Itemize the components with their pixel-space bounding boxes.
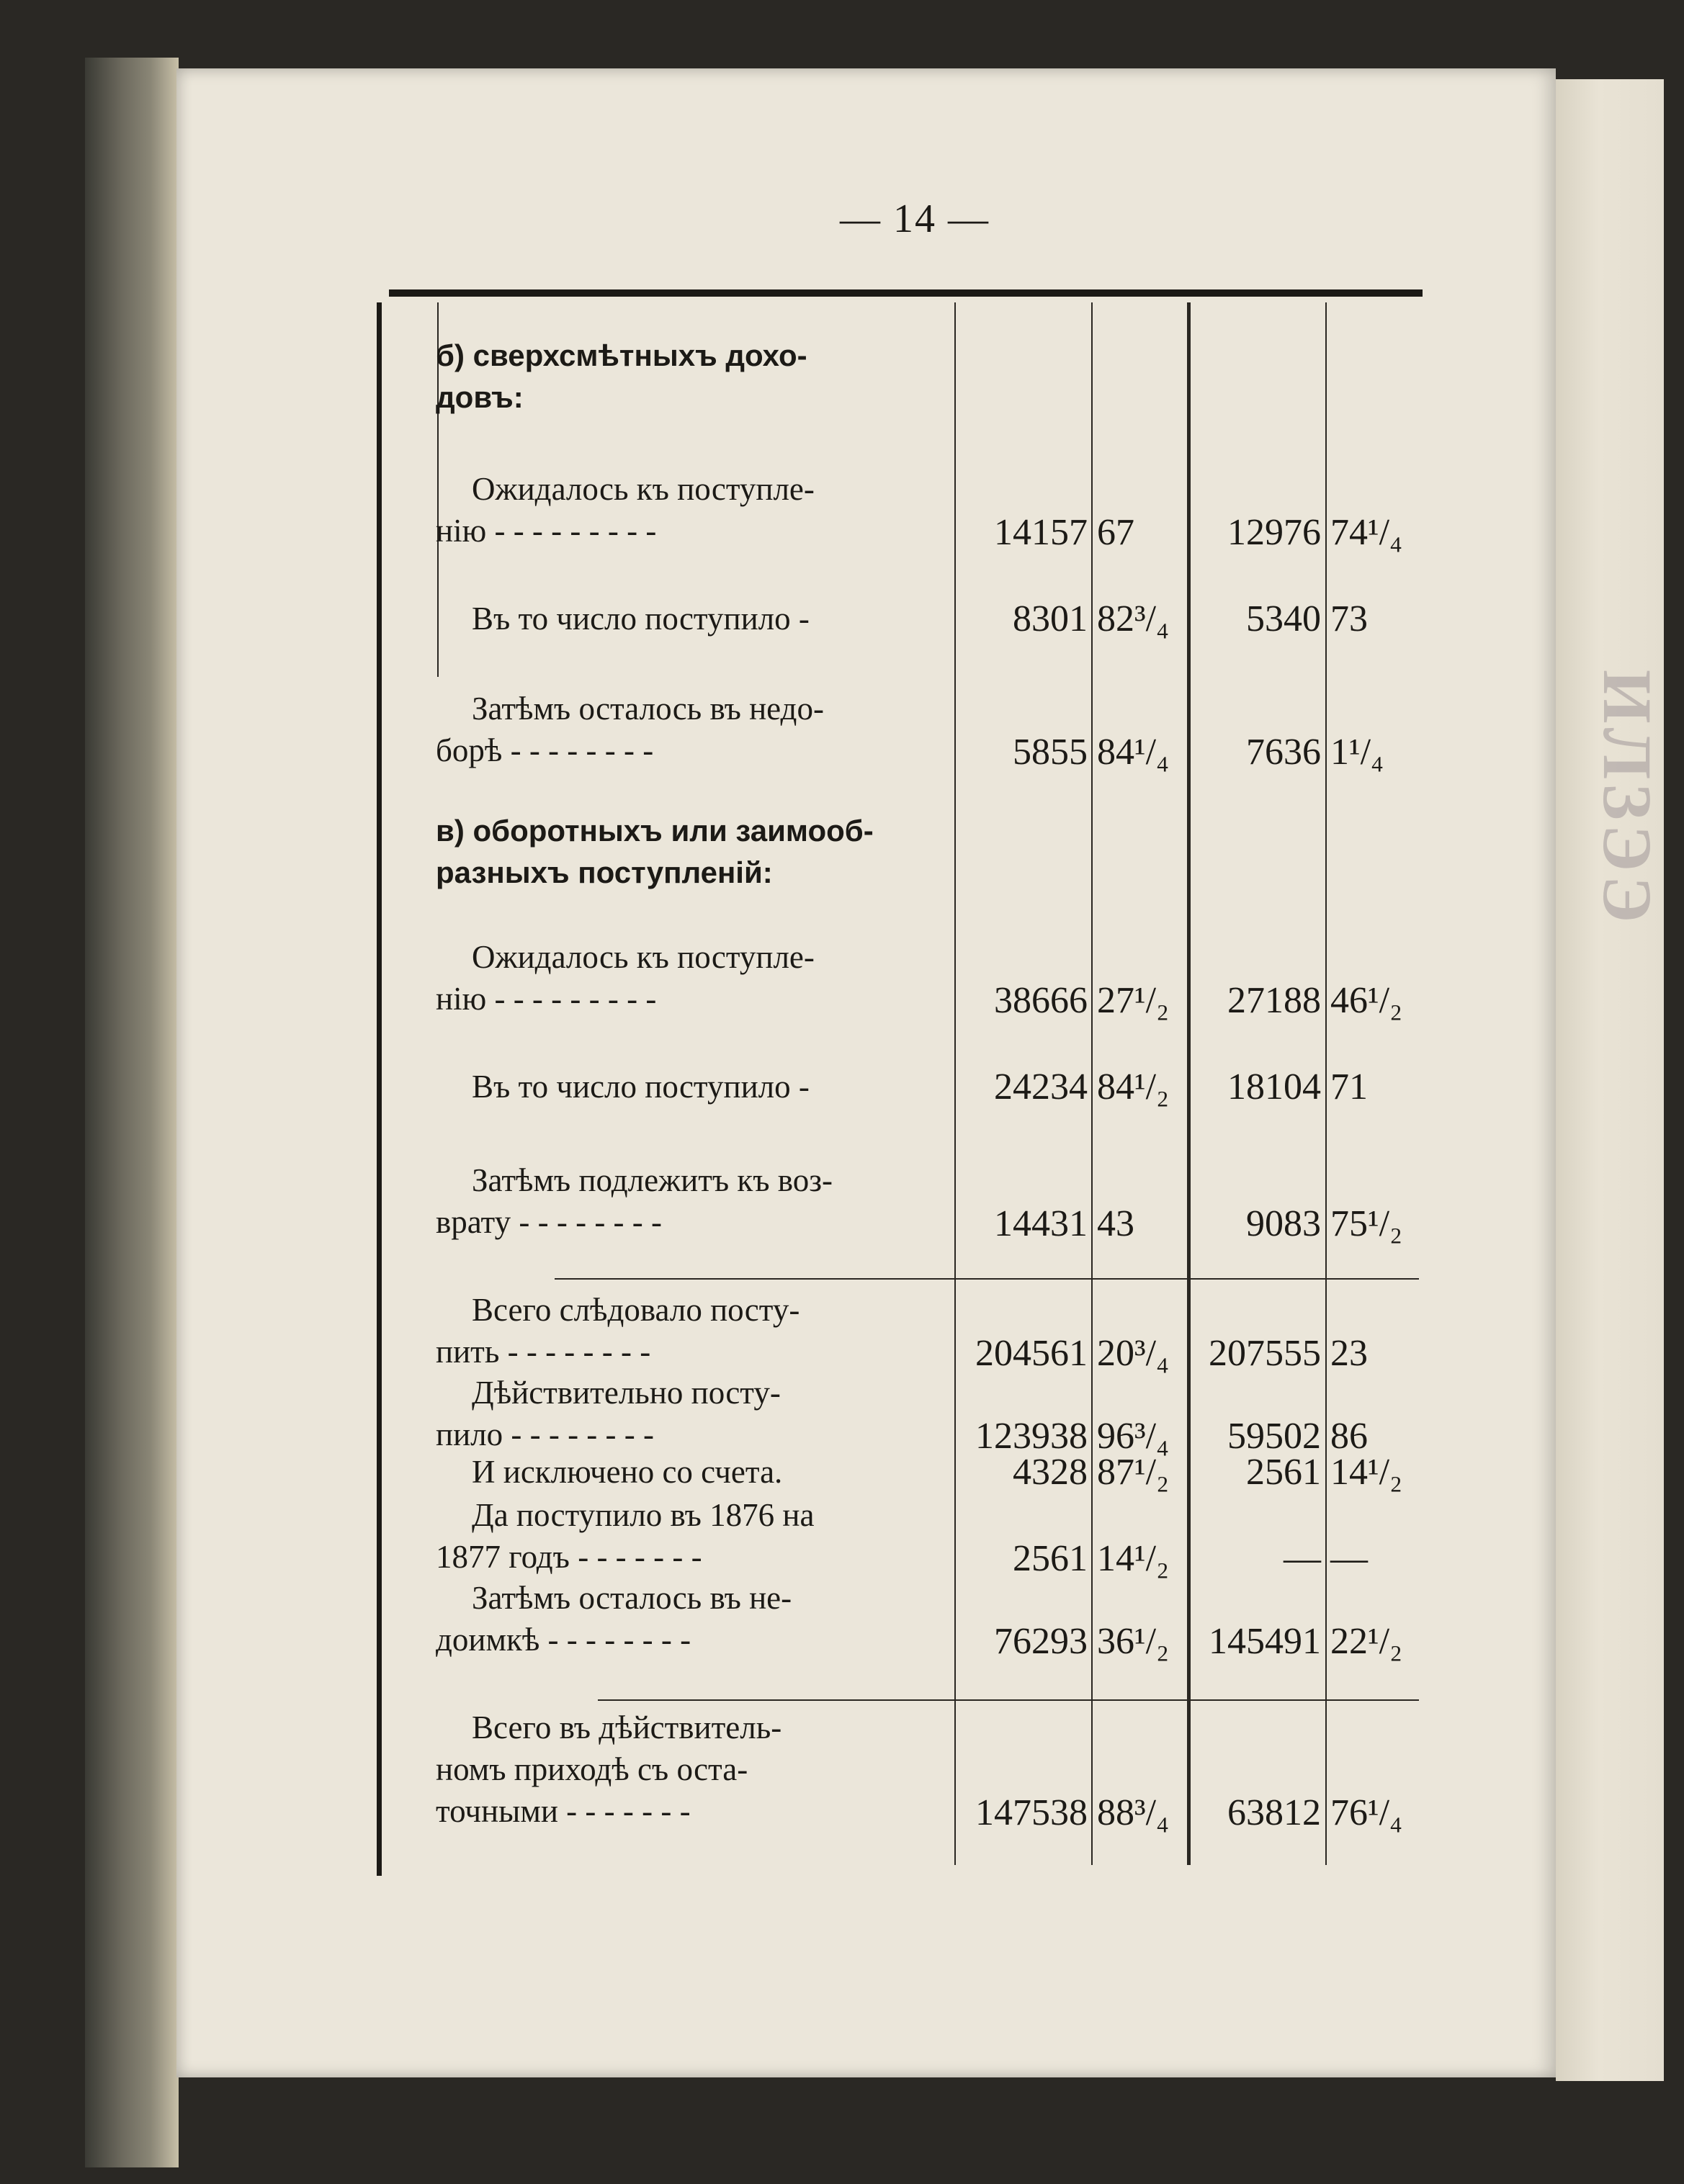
- table-top-rule: [389, 289, 1423, 297]
- row-label: [436, 1451, 958, 1493]
- row-label-line: Затѣмъ осталось въ не-: [472, 1580, 792, 1616]
- value-kopecks-1877: —: [1330, 1538, 1368, 1579]
- row-label-line: доимкѣ - - - - - - - -: [436, 1622, 691, 1658]
- value-kopecks-1876: 20³/₄: [1097, 1333, 1170, 1374]
- row-label-line: Да поступило въ 1876 на: [472, 1497, 815, 1533]
- row-label-line: нію - - - - - - - - -: [436, 513, 657, 549]
- value-rubles-1877: 27188: [1227, 980, 1321, 1021]
- book-spine: [85, 58, 179, 2167]
- column-rule-rub2: [1187, 302, 1191, 1865]
- row-label: [436, 1494, 958, 1578]
- row-label-line: в) оборотныхъ или заимооб-: [436, 814, 874, 848]
- value-rubles-1877: 12976: [1227, 512, 1321, 553]
- row-label-line: нію - - - - - - - - -: [436, 981, 657, 1017]
- value-kopecks-1877: 74¹/₄: [1330, 512, 1403, 553]
- row-label-line: Дѣйствительно посту-: [472, 1375, 781, 1411]
- library-stamp: ИЛЗЭЭ: [1589, 670, 1666, 927]
- value-rubles-1876: 14431: [994, 1203, 1088, 1244]
- row-label-line: борѣ - - - - - - - -: [436, 732, 654, 768]
- row-label-line: пило - - - - - - - -: [436, 1416, 655, 1452]
- value-kopecks-1877: 76¹/₄: [1330, 1792, 1403, 1833]
- value-rubles-1876: 76293: [994, 1621, 1088, 1662]
- row-label-line: б) сверхсмѣтныхъ дохо-: [436, 338, 807, 372]
- value-kopecks-1876: 84¹/₄: [1097, 732, 1170, 773]
- row-label: [436, 810, 958, 894]
- value-rubles-1876: 8301: [1013, 598, 1088, 639]
- row-label: [436, 1707, 958, 1832]
- row-label: [436, 335, 958, 418]
- value-kopecks-1877: 22¹/₂: [1330, 1621, 1403, 1662]
- row-label-line: Въ то число поступило -: [472, 1069, 810, 1105]
- value-rubles-1876: 123938: [975, 1416, 1088, 1457]
- row-label-line: Ожидалось къ поступле-: [472, 939, 815, 975]
- column-rule-kop2: [1325, 302, 1327, 1865]
- row-label: [436, 1372, 958, 1455]
- row-label-line: Всего въ дѣйствитель-: [472, 1709, 782, 1745]
- value-kopecks-1876: 36¹/₂: [1097, 1621, 1170, 1662]
- value-rubles-1877: 18104: [1227, 1066, 1321, 1107]
- row-label-line: И исключено со счета.: [472, 1454, 783, 1490]
- value-rubles-1877: 9083: [1246, 1203, 1321, 1244]
- value-kopecks-1877: 71: [1330, 1066, 1368, 1107]
- value-rubles-1876: 204561: [975, 1333, 1088, 1374]
- value-kopecks-1876: 84¹/₂: [1097, 1066, 1170, 1107]
- value-rubles-1877: 207555: [1209, 1333, 1321, 1374]
- value-rubles-1876: 4328: [1013, 1452, 1088, 1493]
- row-label-line: разныхъ поступленій:: [436, 855, 773, 889]
- row-label: [436, 1159, 958, 1243]
- sum-rule-2: [598, 1699, 1419, 1701]
- column-rule-kop1: [1091, 302, 1093, 1865]
- row-label-line: Въ то число поступило -: [472, 601, 810, 637]
- value-rubles-1876: 14157: [994, 512, 1088, 553]
- value-kopecks-1877: 46¹/₂: [1330, 980, 1403, 1021]
- value-rubles-1877: 5340: [1246, 598, 1321, 639]
- value-rubles-1876: 38666: [994, 980, 1088, 1021]
- value-kopecks-1876: 87¹/₂: [1097, 1452, 1170, 1493]
- value-rubles-1877: 63812: [1227, 1792, 1321, 1833]
- value-kopecks-1876: 43: [1097, 1203, 1134, 1244]
- value-kopecks-1877: 14¹/₂: [1330, 1452, 1403, 1493]
- value-rubles-1877: —: [1284, 1538, 1321, 1579]
- value-kopecks-1877: 73: [1330, 598, 1368, 639]
- row-label-line: точными - - - - - - -: [436, 1793, 691, 1829]
- value-rubles-1876: 5855: [1013, 732, 1088, 773]
- row-label: [436, 468, 958, 552]
- value-kopecks-1877: 1¹/₄: [1330, 732, 1384, 773]
- page-number: — 14 —: [840, 197, 990, 241]
- row-label-line: врату - - - - - - - -: [436, 1204, 663, 1240]
- row-label: [436, 936, 958, 1020]
- value-kopecks-1877: 75¹/₂: [1330, 1203, 1403, 1244]
- value-kopecks-1876: 27¹/₂: [1097, 980, 1170, 1021]
- row-label-line: пить - - - - - - - -: [436, 1334, 651, 1370]
- value-rubles-1877: 145491: [1209, 1621, 1321, 1662]
- value-kopecks-1876: 96³/₄: [1097, 1416, 1170, 1457]
- row-label-line: Ожидалось къ поступле-: [472, 471, 815, 507]
- value-rubles-1876: 147538: [975, 1792, 1088, 1833]
- value-kopecks-1876: 82³/₄: [1097, 598, 1170, 639]
- row-label-line: довъ:: [436, 380, 524, 414]
- sum-rule-1: [555, 1278, 1419, 1280]
- value-rubles-1877: 59502: [1227, 1416, 1321, 1457]
- table-left-rule: [377, 302, 382, 1876]
- row-label: [436, 1066, 958, 1107]
- value-rubles-1877: 7636: [1246, 732, 1321, 773]
- row-label-line: 1877 годъ - - - - - - -: [436, 1539, 702, 1575]
- value-kopecks-1877: 23: [1330, 1333, 1368, 1374]
- row-label-line: номъ приходѣ съ оста-: [436, 1751, 748, 1787]
- value-kopecks-1876: 14¹/₂: [1097, 1538, 1170, 1579]
- value-rubles-1876: 2561: [1013, 1538, 1088, 1579]
- value-kopecks-1877: 86: [1330, 1416, 1368, 1457]
- row-label: [436, 688, 958, 771]
- value-kopecks-1876: 88³/₄: [1097, 1792, 1170, 1833]
- row-label-line: Затѣмъ подлежитъ къ воз-: [472, 1162, 833, 1198]
- row-label-line: Затѣмъ осталось въ недо-: [472, 691, 824, 727]
- value-rubles-1877: 2561: [1246, 1452, 1321, 1493]
- row-label-line: Всего слѣдовало посту-: [472, 1292, 800, 1328]
- value-kopecks-1876: 67: [1097, 512, 1134, 553]
- value-rubles-1876: 24234: [994, 1066, 1088, 1107]
- row-label: [436, 598, 958, 639]
- row-label: [436, 1289, 958, 1372]
- row-label: [436, 1577, 958, 1661]
